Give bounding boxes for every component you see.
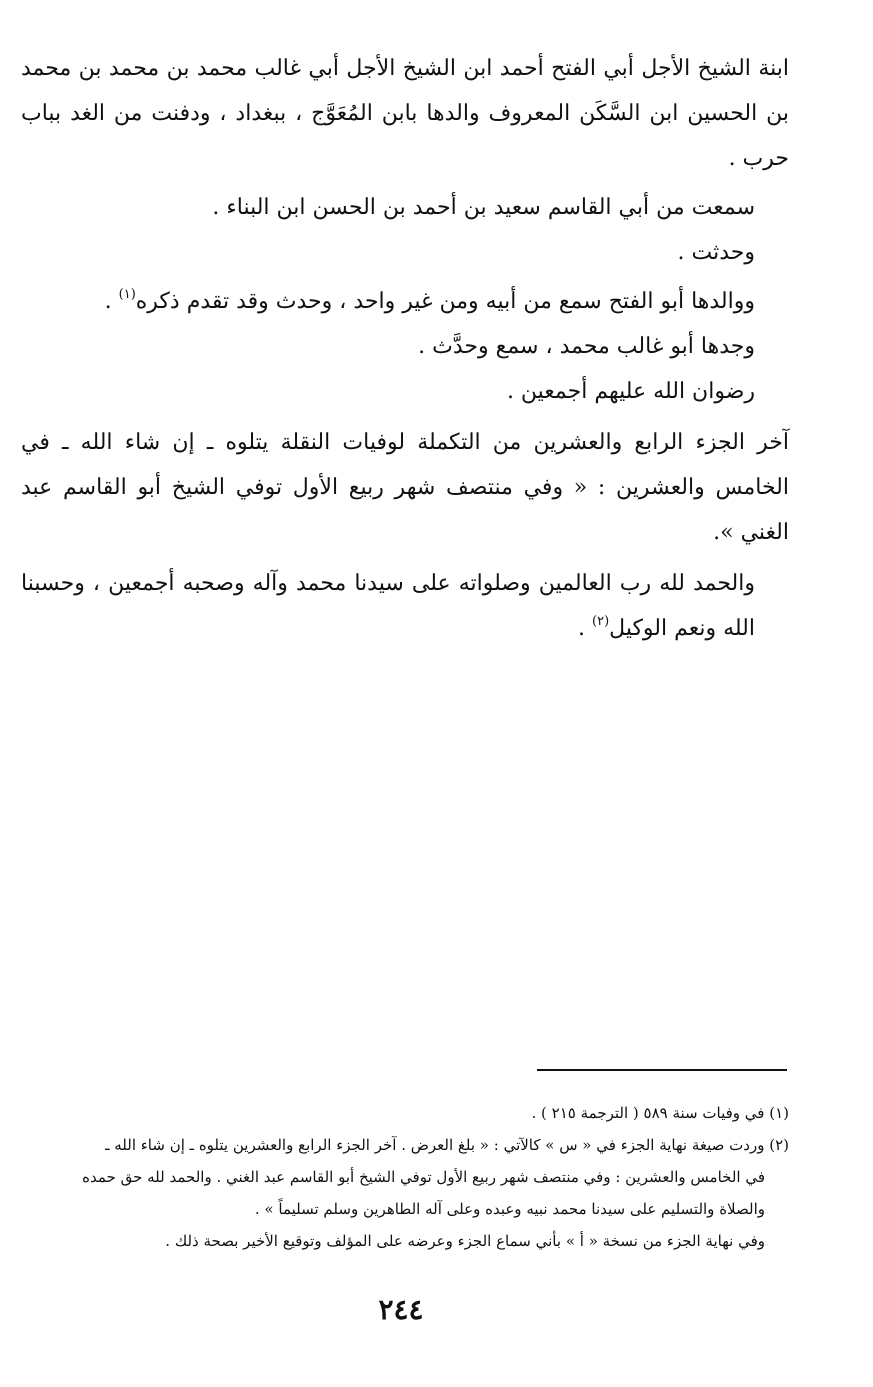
paragraph-narrated: وحدثت . bbox=[677, 240, 755, 265]
footnote-marker-1: (١) bbox=[118, 287, 136, 302]
paragraph-blessing: رضوان الله عليهم أجمعين . bbox=[506, 379, 755, 404]
footnote-divider bbox=[537, 1069, 787, 1071]
footnote-2-line-1: (٢) وردت صيغة نهاية الجزء في « س » كالآتي : « بلغ العرض . آخر الجزء الرابع والعشرين يتلوه ـ إن شاء الله ـ bbox=[105, 1136, 789, 1154]
father-text: ووالدها أبو الفتح سمع من أبيه ومن غير واحد ، وحدث وقد تقدم ذكره bbox=[135, 289, 755, 314]
closing-praise-text: والحمد لله رب العالمين وصلواته على سيدنا محمد وآله وصحبه أجمعين ، وحسبنا الله ونعم الوكيل bbox=[21, 571, 755, 641]
page-number: ٢٤٤ bbox=[378, 1293, 424, 1326]
father-end: . bbox=[104, 289, 119, 314]
paragraph-grandfather: وجدها أبو غالب محمد ، سمع وحدَّث . bbox=[418, 334, 755, 359]
paragraph-father bbox=[21, 279, 789, 324]
footnote-marker-2: (٢) bbox=[592, 614, 610, 629]
footnote-2-line-3: والصلاة والتسليم على سيدنا محمد نبيه وعبده وعلى آله الطاهرين وسلم تسليماً » . bbox=[254, 1200, 765, 1218]
closing-praise-end: . bbox=[578, 616, 593, 641]
footnote-1: (١) في وفيات سنة ٥٨٩ ( الترجمة ٢١٥ ) . bbox=[531, 1104, 789, 1122]
main-text bbox=[21, 46, 789, 651]
paragraph-heard-from: سمعت من أبي القاسم سعيد بن أحمد بن الحسن ابن البناء . bbox=[212, 195, 755, 220]
footnote-2-line-4: وفي نهاية الجزء من نسخة « أ » بأني سماع الجزء وعرضه على المؤلف وتوقيع الأخير بصحة ذلك . bbox=[165, 1232, 765, 1250]
footnote-2-line-2: في الخامس والعشرين : وفي منتصف شهر ربيع الأول توفي الشيخ أبو القاسم عبد الغني . والحمد لله حق حمده bbox=[82, 1168, 765, 1186]
footnotes bbox=[21, 1097, 789, 1257]
paragraph-end-of-part: آخر الجزء الرابع والعشرين من التكملة لوفيات النقلة يتلوه ـ إن شاء الله ـ في الخامس والعشرين : « وفي منتصف شهر ربيع الأول توفي الشيخ أبو القاسم عبد الغني ». bbox=[21, 430, 789, 545]
paragraph-closing-praise bbox=[21, 561, 789, 651]
paragraph-death-notice: ابنة الشيخ الأجل أبي الفتح أحمد ابن الشيخ الأجل أبي غالب محمد بن محمد بن محمد بن الحسين ابن السَّكَن المعروف والدها بابن المُعَوَّج ، ببغداد ، ودفنت من الغد بباب حرب . bbox=[21, 56, 789, 171]
